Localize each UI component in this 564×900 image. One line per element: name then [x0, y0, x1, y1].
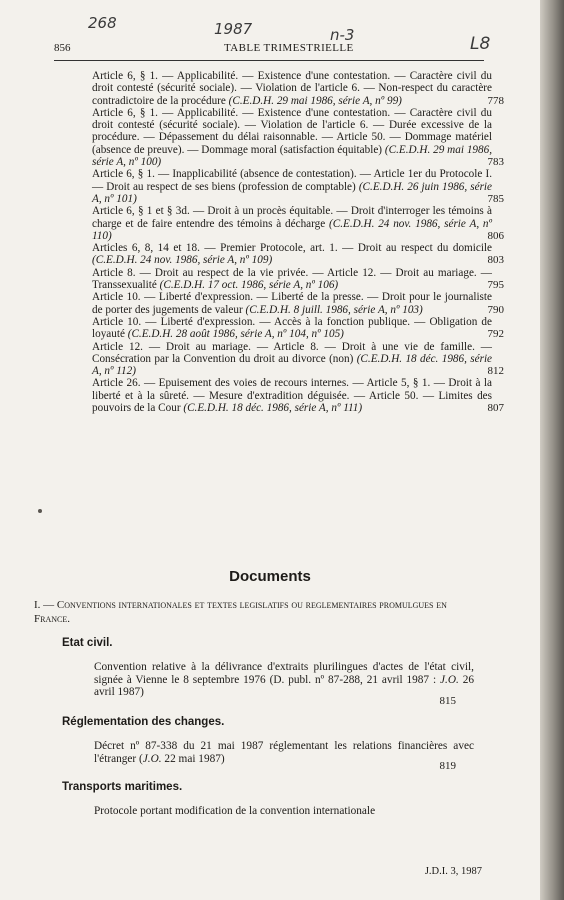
- handwritten-note-issue: n-3: [330, 26, 355, 44]
- documents-title: Documents: [229, 568, 311, 585]
- document-text: Protocole portant modification de la convention internationale: [94, 805, 376, 817]
- document-tail: 22 mai 1987): [164, 752, 225, 765]
- entry-description: Article 6, § 1. — Applicabilité. — Existence d'une contestation. — Caractère civil du droit contesté (sécurité sociale). — Violation de l'article 6. — Non-respect du caractère contradictoire de la procédure: [92, 70, 492, 107]
- entry-text: [92, 242, 492, 267]
- table-entry: [92, 242, 504, 267]
- table-entry: [92, 266, 504, 292]
- entry-text: [92, 341, 492, 378]
- table-entry: [92, 291, 504, 316]
- running-head-title: TABLE TRIMESTRIELLE: [224, 42, 354, 54]
- entry-citation: (C.E.D.H. 17 oct. 1986, série A, nº 106): [159, 279, 339, 292]
- entry-description: Article 8. — Droit au respect de la vie privée. — Article 12. — Droit au mariage. — Transsexualité: [92, 266, 492, 292]
- entry-text: [92, 316, 492, 341]
- entry-page-number: 803: [487, 254, 504, 267]
- document-text: Convention relative à la délivrance d'extraits plurilingues d'actes de l'état civil, signée à Vienne le 8 septembre 1976 (D. publ. nº 87-288, 21 avril 1987 :: [94, 661, 474, 686]
- entry-citation: (C.E.D.H. 28 août 1986, série A, nº 104, nº 105): [127, 328, 344, 341]
- document-entry: [94, 805, 474, 818]
- subheading-changes: Réglementation des changes.: [62, 716, 225, 728]
- table-entry: [92, 315, 504, 341]
- table-entry: [92, 340, 504, 378]
- entry-page-number: 806: [487, 229, 504, 242]
- entry-page-number: 812: [487, 365, 504, 378]
- document-text: Décret nº 87-338 du 21 mai 1987 réglementant les relations financières avec l'étranger (: [94, 740, 474, 765]
- entry-text: [92, 267, 492, 292]
- entry-citation: (C.E.D.H. 18 déc. 1986, série A, nº 112): [92, 352, 493, 378]
- entry-page-number: 785: [487, 192, 504, 205]
- book-spine-shadow: [540, 0, 564, 900]
- entry-description: Article 6, § 1 et § 3d. — Droit à un procès équitable. — Droit d'interroger les témoins à charge et de faire entendre des témoins à décharge: [92, 205, 492, 230]
- entry-citation: (C.E.D.H. 8 juill. 1986, série A, nº 103): [245, 303, 423, 316]
- table-entry: [92, 70, 504, 107]
- margin-speck: [38, 500, 42, 518]
- table-entry: [92, 377, 504, 415]
- page-number: 856: [54, 42, 71, 54]
- subheading-etat-civil: Etat civil.: [62, 637, 113, 649]
- entry-citation: (C.E.D.H. 26 juin 1986, série A, nº 101): [92, 180, 492, 205]
- entry-text: [92, 205, 492, 242]
- entry-text: [92, 168, 492, 205]
- table-entry: [92, 205, 504, 242]
- entry-citation: (C.E.D.H. 29 mai 1986, série A, nº 100): [92, 143, 493, 169]
- handwritten-note-year: 1987: [214, 20, 253, 38]
- entry-description: Article 26. — Epuisement des voies de recours internes. — Article 5, § 1. — Droit à la liberté et à la sûreté. — Mesure d'extradition déguisée. — Article 50. — Limites des pouvoirs de la Cour: [92, 377, 492, 415]
- subheading-transports: Transports maritimes.: [62, 781, 183, 793]
- entry-text: [92, 377, 492, 414]
- entry-page-number: 778: [487, 94, 504, 107]
- entry-description: Article 6, § 1. — Applicabilité. — Existence d'une contestation. — Caractère civil du droit contesté (sécurité sociale). — Violation de l'article 6. — Durée excessive de la procédure. — Dépassement du délai raisonnable. — Article 50. — Dommage matériel (absence de preuve). — Dommage moral (satisfaction équitable): [92, 106, 492, 156]
- entry-description: Articles 6, 8, 14 et 18. — Premier Protocole, art. 1. — Droit au respect du domicile: [92, 242, 492, 255]
- document-page-number: 815: [439, 695, 456, 707]
- documents-section-heading: I. — Conventions internationales et textes legislatifs ou reglementaires promulgues en France.: [34, 599, 447, 625]
- entry-citation: (C.E.D.H. 24 nov. 1986, série A, nº 109): [92, 254, 273, 267]
- entry-page-number: 807: [487, 402, 504, 415]
- table-entries: [92, 70, 504, 415]
- entry-citation: (C.E.D.H. 24 nov. 1986, série A, nº 110): [92, 217, 492, 242]
- entry-text: [92, 107, 492, 168]
- entry-description: Article 10. — Liberté d'expression. — Liberté de la presse. — Droit pour le journaliste de porter des jugements de valeur: [92, 291, 492, 316]
- entry-text: [92, 70, 492, 107]
- entry-description: Article 12. — Droit au mariage. — Article 8. — Droit à une vie de famille. — Consécration par la Convention du droit au divorce (non): [92, 340, 492, 365]
- entry-citation: (C.E.D.H. 18 déc. 1986, série A, nº 111): [183, 402, 363, 415]
- document-page-number: 819: [439, 760, 456, 772]
- document-tail: 26 avril 1987): [94, 673, 475, 699]
- entry-page-number: 783: [487, 156, 504, 169]
- document-ref: J.O.: [142, 752, 162, 765]
- entry-page-number: 790: [487, 303, 504, 316]
- document-ref: J.O.: [440, 673, 459, 686]
- entry-description: Article 6, § 1. — Inapplicabilité (absence de contestation). — Article 1er du Protocole I. — Droit au respect de ses biens (profession de comptable): [92, 168, 492, 193]
- handwritten-note-right: L8: [470, 34, 491, 54]
- entry-page-number: 792: [487, 328, 504, 341]
- document-entry: [94, 740, 474, 765]
- table-entry: [92, 106, 504, 169]
- table-entry: [92, 168, 504, 205]
- entry-description: Article 10. — Liberté d'expression. — Accès à la fonction publique. — Obligation de loyauté: [92, 315, 492, 341]
- entry-text: [92, 291, 492, 316]
- entry-citation: (C.E.D.H. 29 mai 1986, série A, nº 99): [228, 94, 402, 107]
- running-head: [54, 40, 484, 61]
- handwritten-note-left: 268: [88, 14, 117, 32]
- footer-citation: J.D.I. 3, 1987: [424, 866, 482, 877]
- document-entry: [94, 661, 474, 699]
- entry-page-number: 795: [487, 279, 504, 292]
